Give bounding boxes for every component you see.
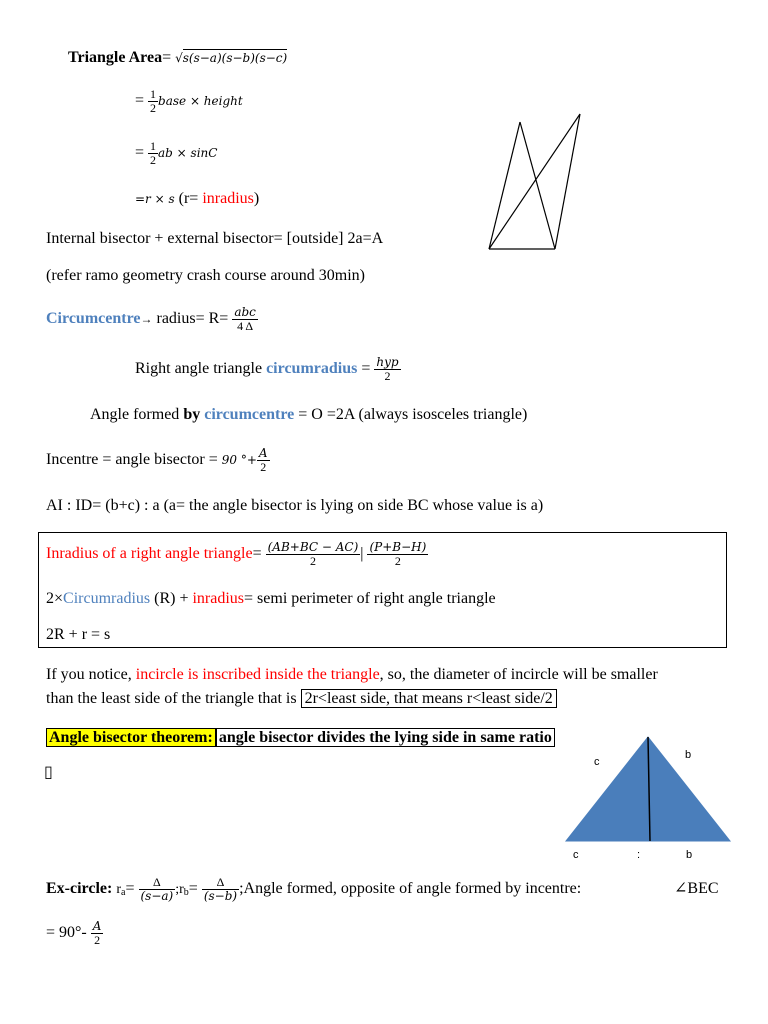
- r-note-post: ): [253, 190, 260, 207]
- frac-num: hyp: [376, 354, 399, 369]
- delta-over-s-minus-a: [139, 876, 176, 903]
- frac-num: 1: [150, 87, 157, 101]
- excircle-label: Ex-circle:: [46, 880, 113, 897]
- half-base-height-line: [135, 88, 243, 115]
- circumradius-label: Circumradius: [63, 590, 151, 607]
- ra-symbol: r: [116, 882, 122, 897]
- notice-post: , so, the diameter of incircle will be smaller: [379, 666, 658, 683]
- right-angle-line: [135, 354, 401, 384]
- inradius-label: inradius: [192, 590, 245, 607]
- frac-den: 2: [384, 368, 391, 383]
- circumradius-label: circumradius: [266, 360, 358, 377]
- semi-perimeter-text: = semi perimeter of right angle triangle: [244, 590, 496, 607]
- heron-radicand: s(s−a)(s−b)(s−c): [182, 51, 288, 65]
- eq-sign: =: [162, 49, 172, 66]
- delta-over-s-minus-b: [202, 876, 239, 903]
- eq-sign: =: [252, 545, 262, 562]
- radius-text: radius= R=: [156, 310, 229, 327]
- frac-den: 2: [394, 553, 401, 568]
- two-r-plus-r-line: 2R + r = s: [46, 626, 111, 643]
- heron-formula: √s(s−a)(s−b)(s−c): [175, 51, 288, 65]
- inradius-right-label: Inradius of a right angle triangle: [46, 545, 253, 562]
- half-fraction: [148, 140, 158, 167]
- frac-num: A: [92, 918, 102, 933]
- label-colon-bottom: :: [637, 849, 641, 861]
- base-height-text: base × height: [158, 94, 243, 109]
- inradius-line: [46, 536, 428, 572]
- notice-line2-pre: than the least side of the triangle that is: [46, 690, 297, 707]
- semi-perimeter-line: [46, 589, 496, 609]
- incentre-line: [46, 445, 270, 475]
- ra-subscript: a: [121, 887, 126, 898]
- eq-sign: =: [125, 880, 135, 897]
- least-side-boxed: 2r<least side, that means r<least side/2: [301, 689, 557, 708]
- eq-sign: =: [135, 144, 145, 162]
- inradius-fraction-1: [266, 539, 364, 568]
- notice-line-1: [46, 665, 658, 685]
- frac-num: (AB+BC − AC): [267, 539, 359, 554]
- hyp-over-2: [374, 356, 400, 383]
- angle-formed-line: [90, 405, 527, 425]
- frac-den: 2: [150, 101, 157, 115]
- half-fraction: [148, 88, 158, 115]
- rb-subscript: b: [183, 887, 189, 898]
- incircle-inscribed-text: incircle is inscribed inside the triangle: [135, 666, 380, 683]
- r-plus: (R) +: [154, 590, 189, 607]
- two-times: 2×: [46, 590, 64, 607]
- a-over-2: [257, 447, 270, 474]
- frac-num: 1: [150, 139, 157, 153]
- excircle-line-2: [46, 916, 103, 950]
- r-note-pre: (r=: [178, 190, 199, 207]
- by-word: by: [183, 406, 201, 423]
- frac-den: (s−a): [140, 888, 174, 903]
- theorem-highlight: Angle bisector theorem:: [46, 728, 216, 747]
- refer-line: (refer ramo geometry crash course around 30min): [46, 267, 365, 284]
- angle-bisector-triangle: [560, 735, 735, 845]
- frac-den: 2: [94, 932, 101, 947]
- ai-id-line: AI : ID= (b+c) : a (a= the angle bisector is lying on side BC whose value is a): [46, 497, 544, 514]
- notice-line-2: [46, 689, 557, 709]
- angle-formed-text: Angle formed: [90, 406, 180, 423]
- frac-den: 2: [150, 153, 157, 167]
- abc-over-4delta: [232, 306, 258, 333]
- excircle-line: [46, 870, 581, 912]
- r-times-s: =r × s: [135, 192, 175, 206]
- placeholder-glyph-icon: ▯: [44, 762, 53, 781]
- separator: |: [360, 545, 364, 562]
- angle-bec: ∠BEC: [674, 880, 719, 897]
- eq-sign: =: [188, 880, 198, 897]
- label-b-top: b: [685, 749, 692, 761]
- frac-den: 2: [309, 553, 316, 568]
- right-angle-text: Right angle triangle: [135, 360, 263, 377]
- half-ab-sinc-line: [135, 140, 217, 167]
- frac-num: Δ: [139, 876, 176, 890]
- arrow-icon: →: [140, 312, 153, 326]
- eq-sign: =: [135, 92, 145, 110]
- triangle-area-line: [68, 48, 287, 68]
- notice-pre: If you notice,: [46, 666, 132, 683]
- frac-den: 2: [260, 459, 267, 474]
- label-b-bottom: b: [686, 849, 693, 861]
- ninety-minus: = 90°-: [46, 924, 87, 941]
- a-over-2: [91, 920, 104, 947]
- incentre-text: Incentre = angle bisector =: [46, 451, 218, 468]
- theorem-line: [46, 728, 555, 748]
- circumcentre-line: [46, 304, 258, 334]
- r-times-s-line: [135, 189, 259, 209]
- inradius-label: inradius: [202, 190, 254, 207]
- ab-sinc-text: ab × sinC: [158, 146, 218, 161]
- frac-num: (P+B−H): [369, 539, 427, 554]
- incentre-expr: 90 °+: [221, 453, 257, 467]
- theorem-statement: angle bisector divides the lying side in same ratio: [216, 728, 555, 747]
- crossed-triangles-diagram: [484, 108, 588, 254]
- frac-num: Δ: [202, 876, 239, 890]
- label-c-bottom: c: [573, 849, 579, 861]
- angle-formed-post: = O =2A (always isosceles triangle): [298, 406, 528, 423]
- circumcentre-label: Circumcentre: [46, 310, 141, 327]
- label-c-top: c: [594, 756, 600, 768]
- bisector-line: Internal bisector + external bisector= [outside] 2a=A: [46, 230, 384, 247]
- frac-den: (s−b): [203, 888, 238, 903]
- triangle-area-label: Triangle Area: [68, 49, 163, 66]
- frac-num: abc: [234, 304, 256, 319]
- excircle-post: ;Angle formed, opposite of angle formed by incentre:: [239, 880, 582, 897]
- circumcentre-label: circumcentre: [204, 406, 295, 423]
- eq-sign: =: [361, 360, 371, 377]
- frac-num: A: [258, 445, 268, 460]
- inradius-fraction-2: [367, 541, 428, 568]
- frac-den: 4 Δ: [237, 318, 254, 333]
- rb-symbol: ;r: [175, 882, 184, 897]
